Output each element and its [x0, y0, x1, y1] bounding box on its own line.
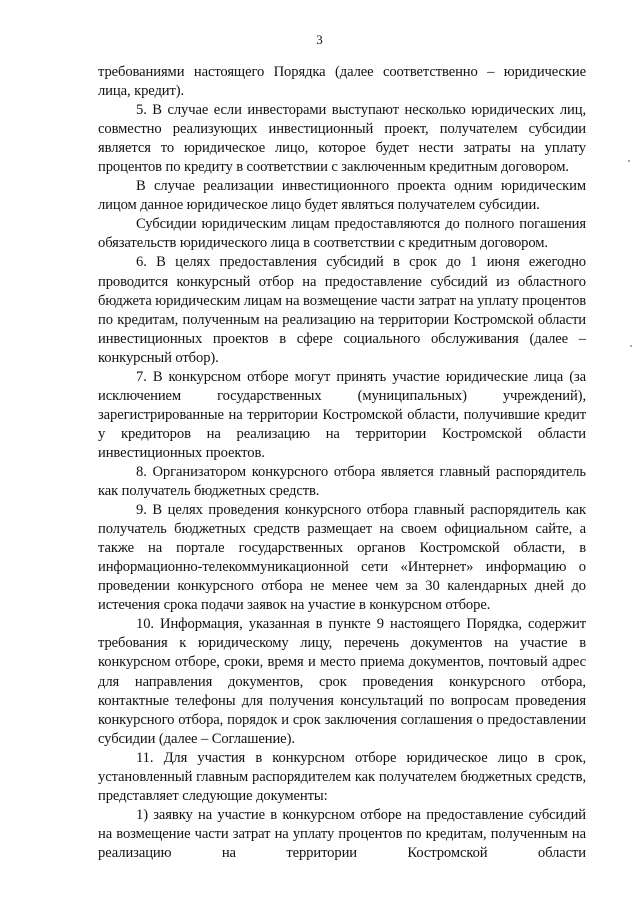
paragraph-subitem-1: 1) заявку на участие в конкурсном отборе на предоставление субсидий на возмещение части затрат на уплату процентов по кредитам, полученным на реализацию на территории Костромской области: [98, 806, 586, 861]
paragraph-item-10: 10. Информация, указанная в пункте 9 настоящего Порядка, содержит требования к юридическому лицу, перечень документов на участие в конкурсном отборе, сроки, время и место приема документов, почтовый адрес для направления документов, срок проведения конкурсного отбора, контактные телефоны для получения консультаций по вопросам проведения конкурсного отбора, порядок и срок заключения соглашения о предоставлении субсидии (далее – Соглашение).: [98, 616, 586, 747]
page-number: 3: [316, 32, 323, 47]
paragraph-subsidy-term: Субсидии юридическим лицам предоставляются до полного погашения обязательств юридического лица в соответствии с кредитным договором.: [98, 216, 586, 252]
paragraph-item-5: 5. В случае если инвесторами выступают несколько юридических лиц, совместно реализующих инвестиционный проект, получателем субсидии является то юридическое лицо, которое будет нести затраты на уплату процентов по кредиту в соответствии с заключенным кредитным договором.: [98, 102, 586, 176]
document-body: [98, 63, 586, 863]
paragraph-item-9: 9. В целях проведения конкурсного отбора главный распорядитель как получатель бюджетных средств размещает на своем официальном сайте, а также на портале государственных органов Костромской области, в информационно-телекоммуникационной сети «Интернет» информацию о проведении конкурсного отбора не менее чем за 30 календарных дней до истечения срока подачи заявок на участие в конкурсном отборе.: [98, 502, 586, 614]
scan-speck: [628, 160, 630, 162]
paragraph-item-8: 8. Организатором конкурсного отбора является главный распорядитель как получатель бюджетных средств.: [98, 463, 586, 500]
paragraph-single-investor: В случае реализации инвестиционного проекта одним юридическим лицом данное юридическое лицо будет являться получателем субсидии.: [98, 178, 586, 214]
paragraph-item-7: 7. В конкурсном отборе могут принять участие юридические лица (за исключением государственных (муниципальных) учреждений), зарегистрированные на территории Костромской области, получившие кредит у кредиторов на реализацию на территории Костромской области инвестиционных проектов.: [98, 368, 586, 461]
paragraph-item-6: 6. В целях предоставления субсидий в срок до 1 июня ежегодно проводится конкурсный отбор на предоставление субсидий из областного бюджета юридическим лицам на возмещение части затрат на уплату процентов по кредитам, полученным на реализацию на территории Костромской области инвестиционных проектов в сфере социального обслуживания (далее – конкурсный отбор).: [98, 254, 586, 366]
paragraph-item-11: 11. Для участия в конкурсном отборе юридическое лицо в срок, установленный главным распорядителем как получателем бюджетных средств, представляет следующие документы:: [98, 749, 586, 804]
scan-speck: [630, 345, 632, 347]
paragraph-continuation: требованиями настоящего Порядка (далее соответственно – юридические лица, кредит).: [98, 64, 586, 100]
